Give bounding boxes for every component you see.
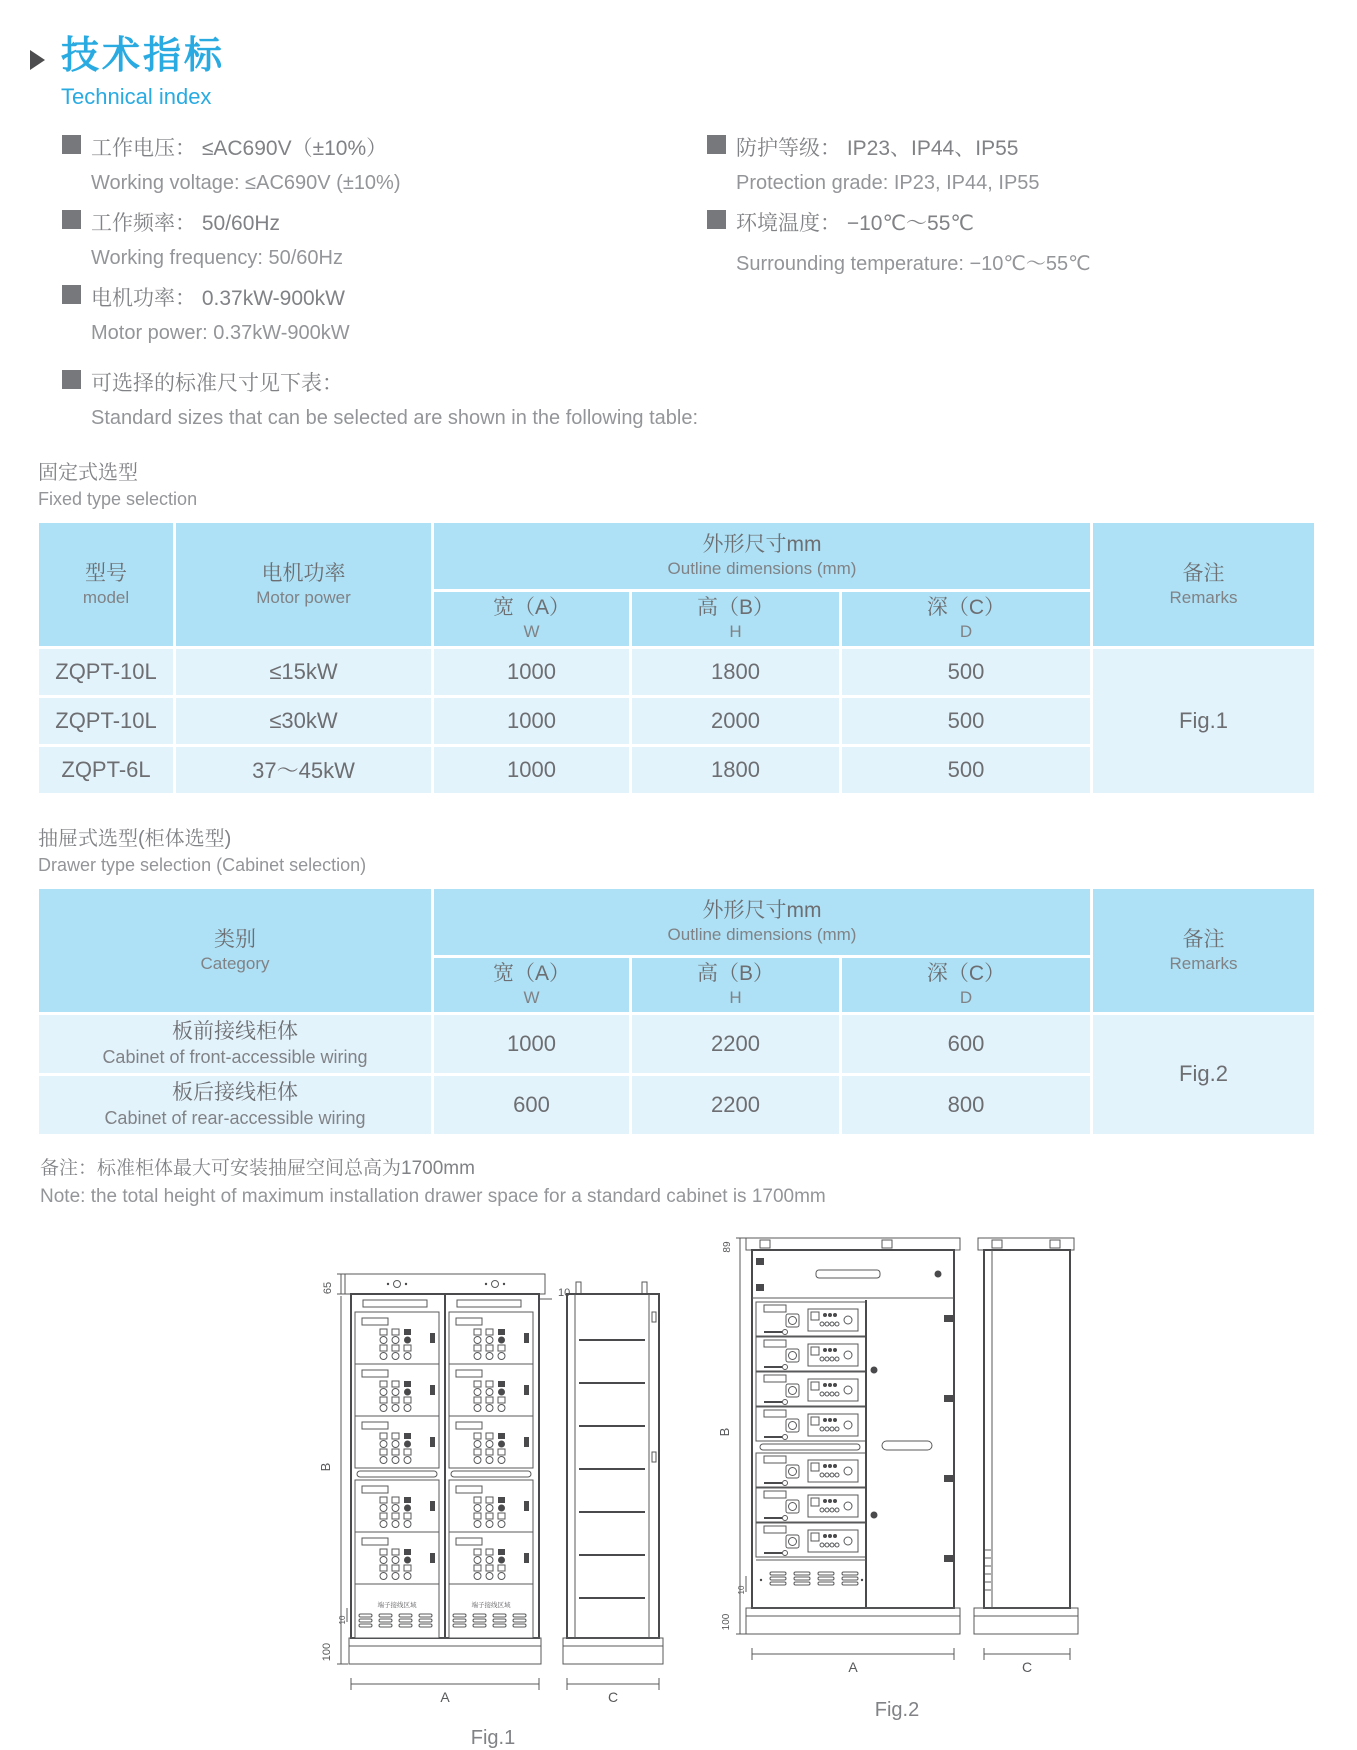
spec-cn-text: 电机功率： 0.37kW-900kW — [91, 286, 345, 310]
table-notes — [40, 1153, 1357, 1208]
cell-power: ≤30kW — [176, 698, 431, 744]
header-en: Outline dimensions (mm) — [667, 925, 857, 945]
fig1-dim-base: 100 — [321, 1642, 333, 1661]
cell-height: 1800 — [632, 747, 839, 793]
page-title: 技术指标 — [61, 35, 226, 77]
header-en: Outline dimensions (mm) — [667, 559, 857, 579]
header-en: W — [523, 988, 540, 1008]
spec-en-text: Working frequency: 50/60Hz — [91, 246, 343, 269]
section-title-en: Drawer type selection (Cabinet selection) — [38, 854, 367, 875]
col-header-model — [39, 523, 173, 646]
cell-power: 37～45kW — [176, 747, 431, 793]
spec-cn-text: 可选择的标准尺寸见下表： — [91, 371, 343, 395]
section-title-cn: 固定式选型 — [38, 461, 138, 484]
cell-model: ZQPT-10L — [39, 649, 173, 695]
header-cn: 电机功率 — [261, 561, 346, 585]
cell-category — [39, 1015, 431, 1073]
fig1-caption: Fig.1 — [470, 1726, 516, 1749]
spec-item-protection-grade — [707, 132, 1357, 195]
cell-model: ZQPT-6L — [39, 747, 173, 793]
header-cn: 深（C） — [926, 596, 1006, 620]
cell-remarks: Fig.2 — [1093, 1015, 1314, 1134]
square-bullet-icon — [707, 210, 726, 229]
col-header-remarks — [1093, 889, 1314, 1012]
category-en: Cabinet of front-accessible wiring — [102, 1046, 368, 1067]
col-header-width — [434, 958, 629, 1012]
square-bullet-icon — [707, 135, 726, 154]
header-cn: 宽（A） — [492, 596, 570, 620]
col-header-height — [632, 958, 839, 1012]
spec-cn-text: 工作频率： 50/60Hz — [91, 211, 281, 235]
category-cn: 板后接线柜体 — [172, 1081, 298, 1105]
cell-depth: 500 — [842, 747, 1090, 793]
spec-list — [62, 132, 1357, 357]
drawer-type-table — [36, 886, 1317, 1137]
spec-column-left — [62, 132, 707, 357]
cell-depth: 800 — [842, 1076, 1090, 1134]
fig1-dim-top-right: 10 — [558, 1286, 571, 1299]
fig2-dim-width: A — [848, 1658, 858, 1675]
cell-depth: 500 — [842, 698, 1090, 744]
fig1-drawing — [318, 1252, 668, 1718]
table-row — [39, 649, 1314, 695]
cell-width: 600 — [434, 1076, 629, 1134]
col-header-width — [434, 592, 629, 646]
fig2-side-view — [974, 1238, 1078, 1634]
drawer-table-section-heading — [38, 822, 1357, 876]
header-cn: 深（C） — [926, 962, 1006, 986]
fig2-dim-cap: 89 — [722, 1241, 733, 1253]
col-header-depth — [842, 592, 1090, 646]
cell-power: ≤15kW — [176, 649, 431, 695]
spec-item-surrounding-temperature — [707, 207, 1357, 276]
header-en: Remarks — [1169, 953, 1238, 973]
fig2-caption: Fig.2 — [874, 1698, 920, 1721]
header-en: H — [729, 988, 742, 1008]
spec-en-text: Working voltage: ≤AC690V (±10%) — [91, 171, 401, 194]
square-bullet-icon — [62, 285, 81, 304]
header-en: H — [729, 622, 742, 642]
header-en: Motor power — [256, 587, 351, 607]
cell-height: 2200 — [632, 1076, 839, 1134]
header-cn: 高（B） — [696, 596, 774, 620]
header-en: Remarks — [1169, 587, 1238, 607]
cell-width: 1000 — [434, 649, 629, 695]
cell-depth: 600 — [842, 1015, 1090, 1073]
header-cn: 宽（A） — [492, 962, 570, 986]
col-header-category — [39, 889, 431, 1012]
fig1-terminal-area-label: 端子接线区域 — [377, 1601, 417, 1609]
header-cn: 备注 — [1182, 927, 1225, 951]
spec-en-text: Motor power: 0.37kW-900kW — [91, 321, 350, 344]
note-en: Note: the total height of maximum installation drawer space for a standard cabinet is 1700mm — [40, 1185, 826, 1207]
page-subtitle: Technical index — [61, 83, 212, 109]
col-header-outline-dimensions — [434, 889, 1090, 955]
fig1-side-view — [563, 1282, 663, 1664]
table-row — [39, 1015, 1314, 1073]
fig2-front-view — [746, 1238, 960, 1634]
cell-height: 2000 — [632, 698, 839, 744]
cell-depth: 500 — [842, 649, 1090, 695]
spec-cn-text: 环境温度： −10℃～55℃ — [736, 211, 974, 235]
fig2-dim-depth: C — [1021, 1658, 1033, 1675]
header-cn: 高（B） — [696, 962, 774, 986]
fig1-dim-depth: C — [607, 1688, 619, 1705]
header-cn: 备注 — [1182, 561, 1225, 585]
header-en: Category — [200, 953, 270, 973]
fig2-dim-body: B — [717, 1427, 732, 1437]
fig1-dim-body: B — [318, 1462, 333, 1472]
header-cn: 外形尺寸mm — [702, 533, 822, 557]
square-bullet-icon — [62, 210, 81, 229]
header-en: W — [523, 622, 540, 642]
fig1-dim-vent: 10 — [338, 1615, 347, 1625]
cell-width: 1000 — [434, 698, 629, 744]
header-en: D — [959, 988, 973, 1008]
fixed-type-table — [36, 520, 1317, 796]
header-en: model — [82, 587, 130, 607]
col-header-outline-dimensions — [434, 523, 1090, 589]
section-title-en: Fixed type selection — [38, 488, 198, 509]
cell-remarks: Fig.1 — [1093, 649, 1314, 793]
cell-category — [39, 1076, 431, 1134]
note-cn: 备注：标准柜体最大可安装抽屉空间总高为1700mm — [40, 1157, 475, 1179]
figure-1 — [318, 1252, 668, 1750]
spec-en-text: Protection grade: IP23, IP44, IP55 — [736, 171, 1040, 194]
header-cn: 外形尺寸mm — [702, 899, 822, 923]
spec-en-text: Surrounding temperature: −10℃～55℃ — [736, 252, 1091, 275]
spec-column-right — [707, 132, 1357, 357]
spec-item-table-intro — [62, 367, 1357, 430]
spec-en-text: Standard sizes that can be selected are shown in the following table: — [91, 406, 699, 429]
square-bullet-icon — [62, 370, 81, 389]
fig2-dim-base: 100 — [721, 1613, 732, 1631]
spec-cn-text: 防护等级： IP23、IP44、IP55 — [736, 136, 1019, 160]
col-header-remarks — [1093, 523, 1314, 646]
col-header-motor-power — [176, 523, 431, 646]
fig1-dim-width: A — [440, 1688, 450, 1705]
cell-width: 1000 — [434, 1015, 629, 1073]
fig1-terminal-area-label: 端子接线区域 — [471, 1601, 511, 1609]
cell-height: 1800 — [632, 649, 839, 695]
document-page — [0, 35, 1357, 1749]
header-cn: 类别 — [214, 927, 256, 951]
figure-2 — [712, 1220, 1082, 1722]
category-en: Cabinet of rear-accessible wiring — [104, 1107, 366, 1128]
fig1-dim-cap: 65 — [322, 1281, 334, 1294]
category-cn: 板前接线柜体 — [172, 1020, 298, 1044]
cell-model: ZQPT-10L — [39, 698, 173, 744]
spec-item-working-frequency — [62, 207, 707, 270]
spec-item-motor-power — [62, 282, 707, 345]
cell-height: 2200 — [632, 1015, 839, 1073]
section-title-cn: 抽屉式选型(柜体选型) — [38, 827, 232, 850]
page-header — [30, 36, 1357, 110]
col-header-depth — [842, 958, 1090, 1012]
header-cn: 型号 — [85, 561, 127, 585]
spec-cn-text: 工作电压： ≤AC690V（±10%） — [91, 136, 388, 160]
fig1-front-view — [345, 1274, 545, 1664]
spec-item-working-voltage — [62, 132, 707, 195]
fig2-drawing — [712, 1220, 1082, 1690]
col-header-height — [632, 592, 839, 646]
triangle-marker-icon — [30, 50, 45, 70]
fig2-dim-vent: 10 — [737, 1585, 746, 1595]
figures-band — [0, 1220, 1357, 1750]
header-en: D — [959, 622, 973, 642]
square-bullet-icon — [62, 135, 81, 154]
cell-width: 1000 — [434, 747, 629, 793]
fixed-table-section-heading — [38, 456, 1357, 510]
